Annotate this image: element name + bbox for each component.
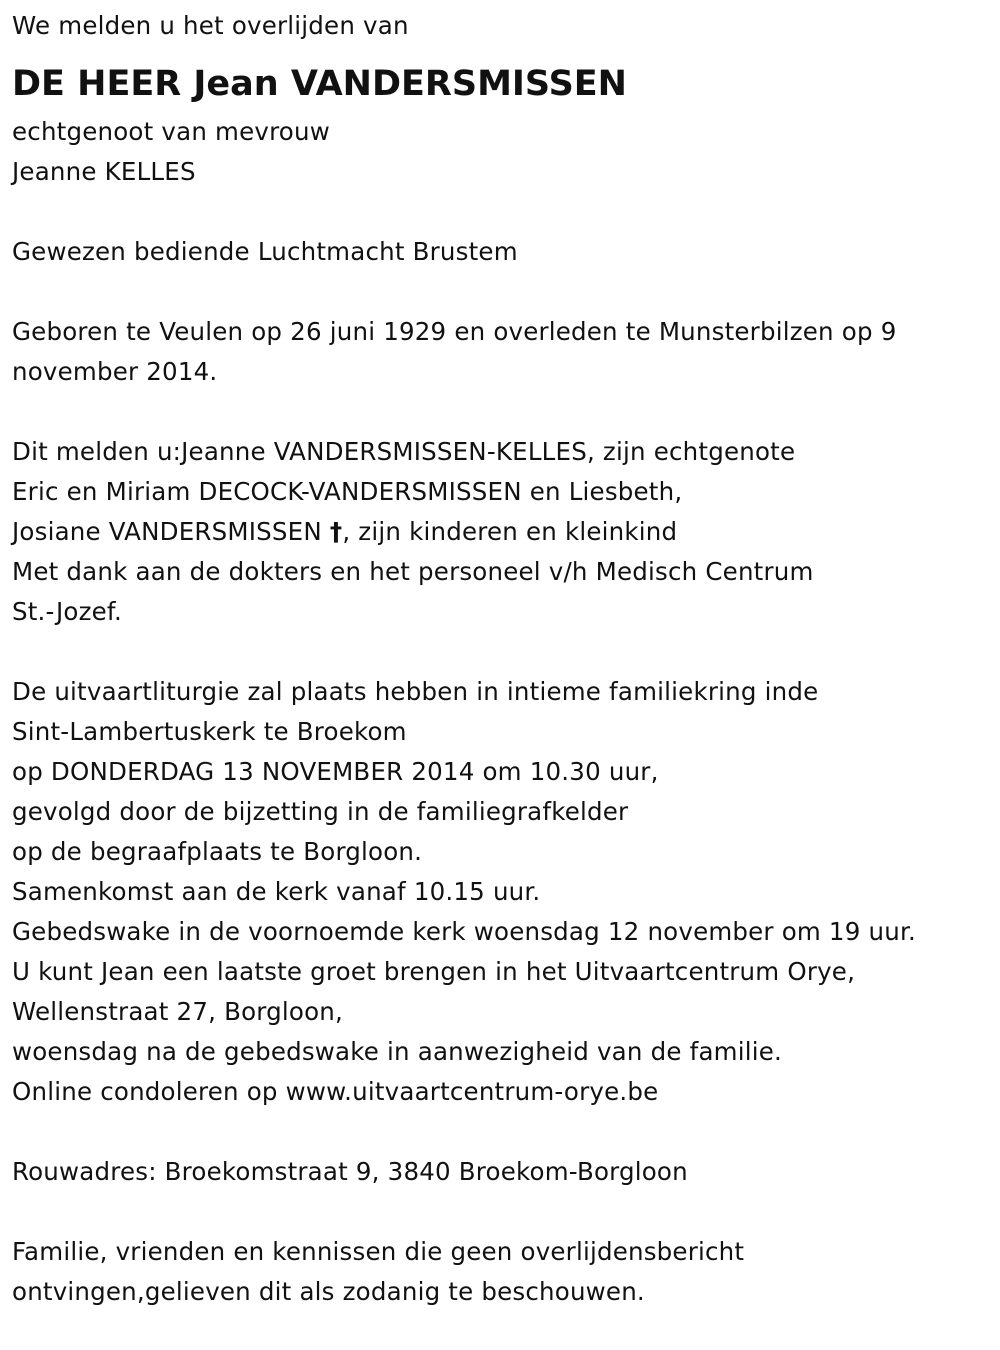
- spouse-name: Jeanne KELLES: [12, 157, 196, 186]
- funeral-line: op DONDERDAG 13 NOVEMBER 2014 om 10.30 uur,: [12, 757, 659, 786]
- intro-text: We melden u het overlijden van: [12, 11, 409, 40]
- funeral-line: Gebedswake in de voornoemde kerk woensdag 12 november om 19 uur.: [12, 917, 916, 946]
- thanks-line: St.-Jozef.: [12, 597, 122, 626]
- family-text: , zijn kinderen en kleinkind: [342, 517, 678, 546]
- birth-death-line: november 2014.: [12, 357, 218, 386]
- thanks-line: Met dank aan de dokters en het personeel v/h Medisch Centrum: [12, 557, 814, 586]
- condolence-line: Online condoleren op www.uitvaartcentrum-orye.be: [12, 1077, 659, 1106]
- deceased-name: DE HEER Jean VANDERSMISSEN: [12, 64, 627, 104]
- funeral-line: U kunt Jean een laatste groet brengen in het Uitvaartcentrum Orye,: [12, 957, 856, 986]
- birth-death-line: Geboren te Veulen op 26 juni 1929 en overleden te Munsterbilzen op 9: [12, 317, 897, 346]
- funeral-line: Samenkomst aan de kerk vanaf 10.15 uur.: [12, 877, 541, 906]
- closing-line: Familie, vrienden en kennissen die geen overlijdensbericht: [12, 1237, 745, 1266]
- family-text: Josiane VANDERSMISSEN: [12, 517, 330, 546]
- closing-line: ontvingen,gelieven dit als zodanig te beschouwen.: [12, 1277, 645, 1306]
- family-line: Eric en Miriam DECOCK-VANDERSMISSEN en Liesbeth,: [12, 477, 683, 506]
- funeral-line: gevolgd door de bijzetting in de familiegrafkelder: [12, 797, 629, 826]
- obituary-notice: [12, 6, 987, 1312]
- address-line: Rouwadres: Broekomstraat 9, 3840 Broekom-Borgloon: [12, 1157, 688, 1186]
- family-line: [12, 512, 987, 552]
- funeral-line: Wellenstraat 27, Borgloon,: [12, 997, 343, 1026]
- cross-icon: †: [329, 517, 343, 546]
- funeral-line: De uitvaartliturgie zal plaats hebben in intieme familiekring inde: [12, 677, 819, 706]
- spouse-line: echtgenoot van mevrouw: [12, 117, 330, 146]
- occupation-text: Gewezen bediende Luchtmacht Brustem: [12, 237, 518, 266]
- funeral-line: woensdag na de gebedswake in aanwezigheid van de familie.: [12, 1037, 783, 1066]
- funeral-line: Sint-Lambertuskerk te Broekom: [12, 717, 407, 746]
- funeral-line: op de begraafplaats te Borgloon.: [12, 837, 423, 866]
- family-line: Dit melden u:Jeanne VANDERSMISSEN-KELLES, zijn echtgenote: [12, 437, 796, 466]
